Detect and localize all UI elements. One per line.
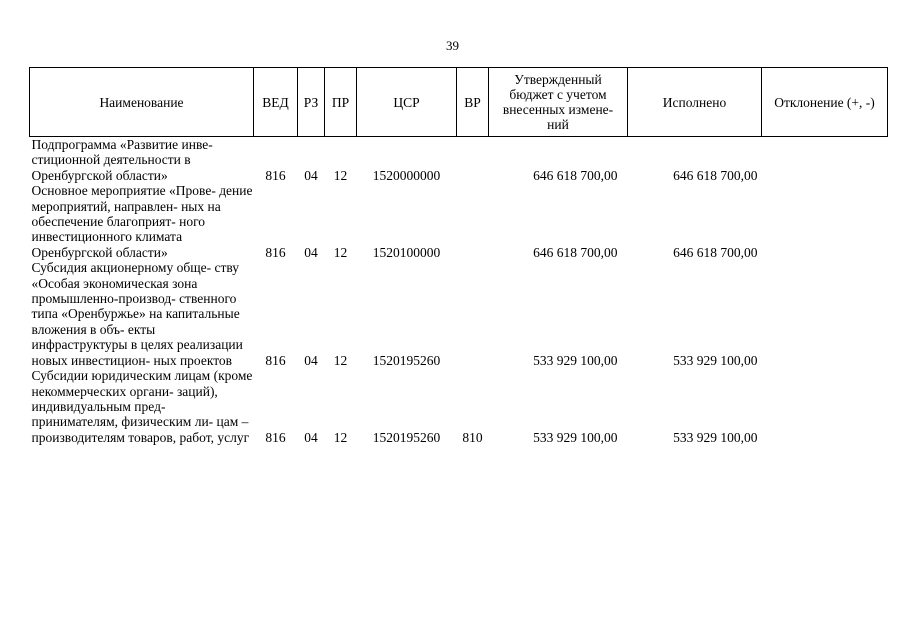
row-name: Подпрограмма «Развитие инве- стиционной деятельности в Оренбургской области» bbox=[31, 137, 213, 183]
row-ved: 816 bbox=[265, 244, 286, 260]
row-deviation bbox=[762, 183, 888, 260]
header-name: Наименование bbox=[30, 68, 254, 137]
header-ved: ВЕД bbox=[254, 68, 298, 137]
row-approved: 646 618 700,00 bbox=[533, 167, 618, 183]
row-csr: 1520000000 bbox=[372, 167, 441, 183]
row-name: Основное мероприятие «Прове- дение мероприятий, направлен- ных на обеспечение благоприят- ного инвестиционного климата Оренбургской области» bbox=[31, 183, 253, 260]
header-deviation: Отклонение (+, -) bbox=[762, 68, 888, 137]
row-ved: 816 bbox=[265, 429, 286, 445]
row-rz: 04 bbox=[304, 429, 318, 445]
row-pr: 12 bbox=[333, 429, 348, 445]
table-row bbox=[30, 137, 888, 184]
row-approved: 533 929 100,00 bbox=[533, 429, 618, 445]
budget-table bbox=[29, 67, 888, 445]
row-pr: 12 bbox=[333, 244, 348, 260]
row-vr bbox=[457, 260, 489, 368]
row-rz: 04 bbox=[304, 167, 318, 183]
table-row bbox=[30, 260, 888, 368]
row-executed: 646 618 700,00 bbox=[673, 167, 758, 183]
row-deviation bbox=[762, 368, 888, 445]
table-header-row bbox=[30, 68, 888, 137]
header-executed: Исполнено bbox=[628, 68, 762, 137]
header-vr: ВР bbox=[457, 68, 489, 137]
row-vr bbox=[457, 137, 489, 184]
row-executed: 646 618 700,00 bbox=[673, 244, 758, 260]
header-rz: РЗ bbox=[298, 68, 325, 137]
row-rz: 04 bbox=[304, 244, 318, 260]
row-rz: 04 bbox=[304, 352, 318, 368]
row-pr: 12 bbox=[333, 167, 348, 183]
table-row bbox=[30, 183, 888, 260]
table-row bbox=[30, 368, 888, 445]
row-name: Субсидия акционерному обще- ству «Особая экономическая зона промышленно-производ- ственного типа «Оренбуржье» на капитальные вложения в объ- екты инфраструктуры в целях реализации новых инвестицион- ных проектов bbox=[31, 260, 243, 368]
row-executed: 533 929 100,00 bbox=[673, 429, 758, 445]
row-deviation bbox=[762, 260, 888, 368]
row-csr: 1520195260 bbox=[372, 352, 441, 368]
row-vr: 810 bbox=[462, 429, 483, 445]
row-ved: 816 bbox=[265, 167, 286, 183]
row-deviation bbox=[762, 137, 888, 184]
header-pr: ПР bbox=[325, 68, 357, 137]
row-name: Субсидии юридическим лицам (кроме некоммерческих органи- заций), индивидуальным пред- принимателям, физическим ли- цам – производителям товаров, работ, услуг bbox=[31, 368, 253, 445]
row-approved: 646 618 700,00 bbox=[533, 244, 618, 260]
row-executed: 533 929 100,00 bbox=[673, 352, 758, 368]
row-ved: 816 bbox=[265, 352, 286, 368]
row-approved: 533 929 100,00 bbox=[533, 352, 618, 368]
row-csr: 1520100000 bbox=[372, 244, 441, 260]
page-number: 39 bbox=[446, 38, 459, 53]
row-pr: 12 bbox=[333, 352, 348, 368]
header-csr: ЦСР bbox=[357, 68, 457, 137]
row-vr bbox=[457, 183, 489, 260]
row-csr: 1520195260 bbox=[372, 429, 441, 445]
header-approved: Утвержденный бюджет с учетом внесенных измене- ний bbox=[489, 68, 628, 137]
